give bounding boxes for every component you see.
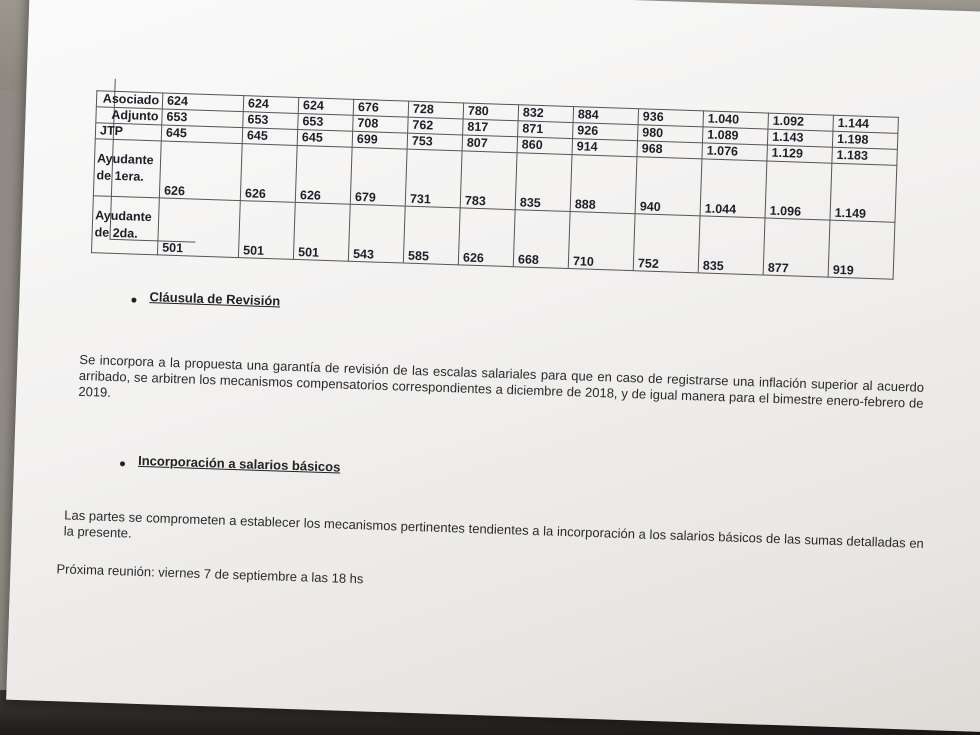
table-cell: 1.076 — [702, 143, 767, 161]
table-cell: 884 — [573, 107, 638, 125]
table-cell: 888 — [570, 155, 637, 214]
next-meeting-line: Próxima reunión: viernes 7 de septiembre a las 18 hs — [56, 561, 364, 587]
table-cell: 752 — [633, 214, 700, 273]
row-label — [91, 196, 159, 255]
table-cell: 699 — [352, 131, 408, 149]
table-cell: 645 — [161, 125, 242, 144]
row-label-line: Ayudante — [96, 151, 154, 168]
table-cell: 753 — [407, 133, 463, 151]
table-cell: 968 — [637, 141, 702, 159]
table-cell: 626 — [159, 141, 242, 201]
table-cell: 645 — [242, 128, 298, 146]
table-cell: 1.143 — [767, 129, 832, 147]
section-heading: Cláusula de Revisión — [149, 289, 281, 309]
table-cell: 624 — [298, 97, 354, 115]
row-label-line: Ayudante — [95, 208, 152, 225]
bullet-icon — [131, 298, 136, 303]
table-cell: 624 — [162, 93, 243, 112]
table-cell: 645 — [297, 129, 353, 147]
salary-table — [91, 90, 899, 280]
row-label: JTP — [95, 123, 161, 141]
row-label-line: de 2da. — [94, 225, 138, 241]
table-cell: 926 — [573, 123, 638, 141]
table-cell: 653 — [243, 112, 299, 130]
table-cell: 980 — [638, 125, 703, 143]
table-cell: 1.149 — [830, 163, 897, 222]
table-cell: 501 — [293, 202, 350, 261]
section-paragraph: Se incorpora a la propuesta una garantía de revisión de las escalas salariales para que en caso de registrarse una inflación superior al acuerdo arribado, se arbitren los mecanismos compensatorios correspondientes a diciembre de 2018, y de igual manera para el bimestre enero-febrero de 2019. — [78, 351, 925, 411]
table-cell: 914 — [572, 139, 637, 157]
table-cell: 1.092 — [768, 113, 833, 131]
table-cell: 832 — [518, 105, 574, 123]
table-cell: 1.040 — [703, 111, 768, 129]
table-cell: 708 — [353, 115, 409, 133]
table-cell: 1.129 — [767, 145, 832, 163]
table-cell: 626 — [240, 144, 297, 203]
table-cell: 626 — [295, 145, 352, 204]
table-cell: 1.144 — [833, 115, 898, 133]
table-cell: 1.183 — [832, 147, 897, 165]
table-cell: 626 — [458, 208, 515, 267]
table-cell: 679 — [350, 147, 407, 206]
table-cell: 1.044 — [700, 159, 767, 218]
table-cell: 585 — [403, 206, 460, 265]
row-label-line: de 1era. — [96, 168, 145, 184]
table-cell: 783 — [460, 151, 517, 210]
table-cell: 668 — [513, 210, 570, 269]
table-cell: 501 — [238, 201, 295, 260]
table-cell: 871 — [518, 121, 574, 139]
table-cell: 860 — [517, 137, 573, 155]
table-cell: 501 — [157, 198, 240, 258]
table-cell: 835 — [515, 153, 572, 212]
section-paragraph: Las partes se comprometen a establecer los mecanismos pertinentes tendientes a la incorporación a los salarios básicos de las sumas detalladas en la presente. — [63, 507, 925, 551]
table-cell: 762 — [408, 117, 464, 135]
section-heading: Incorporación a salarios básicos — [137, 452, 341, 475]
table-cell: 780 — [463, 103, 519, 121]
table-cell: 940 — [635, 157, 702, 216]
table-cell: 731 — [405, 149, 462, 208]
table-cell: 807 — [462, 135, 518, 153]
table-cell: 919 — [828, 220, 895, 279]
table-cell: 835 — [698, 216, 765, 275]
row-label: Asociado — [96, 91, 162, 109]
table-cell: 728 — [408, 101, 464, 119]
table-cell: 877 — [763, 218, 830, 277]
document-page — [6, 0, 980, 732]
table-cell: 624 — [243, 96, 299, 114]
table-cell: 653 — [162, 109, 243, 128]
table-cell: 817 — [463, 119, 519, 137]
table-cell: 543 — [348, 204, 405, 263]
table-cell: 710 — [568, 212, 635, 271]
table-cell: 1.096 — [765, 161, 832, 220]
salary-table-wrapper — [91, 90, 899, 280]
row-label — [93, 139, 161, 198]
row-label: Adjunto — [96, 107, 162, 125]
table-cell: 676 — [353, 99, 409, 117]
bullet-icon — [120, 461, 125, 466]
table-cell: 653 — [298, 113, 354, 131]
table-cell: 1.089 — [702, 127, 767, 145]
table-cell: 936 — [638, 109, 703, 127]
table-cell: 1.198 — [832, 131, 897, 149]
